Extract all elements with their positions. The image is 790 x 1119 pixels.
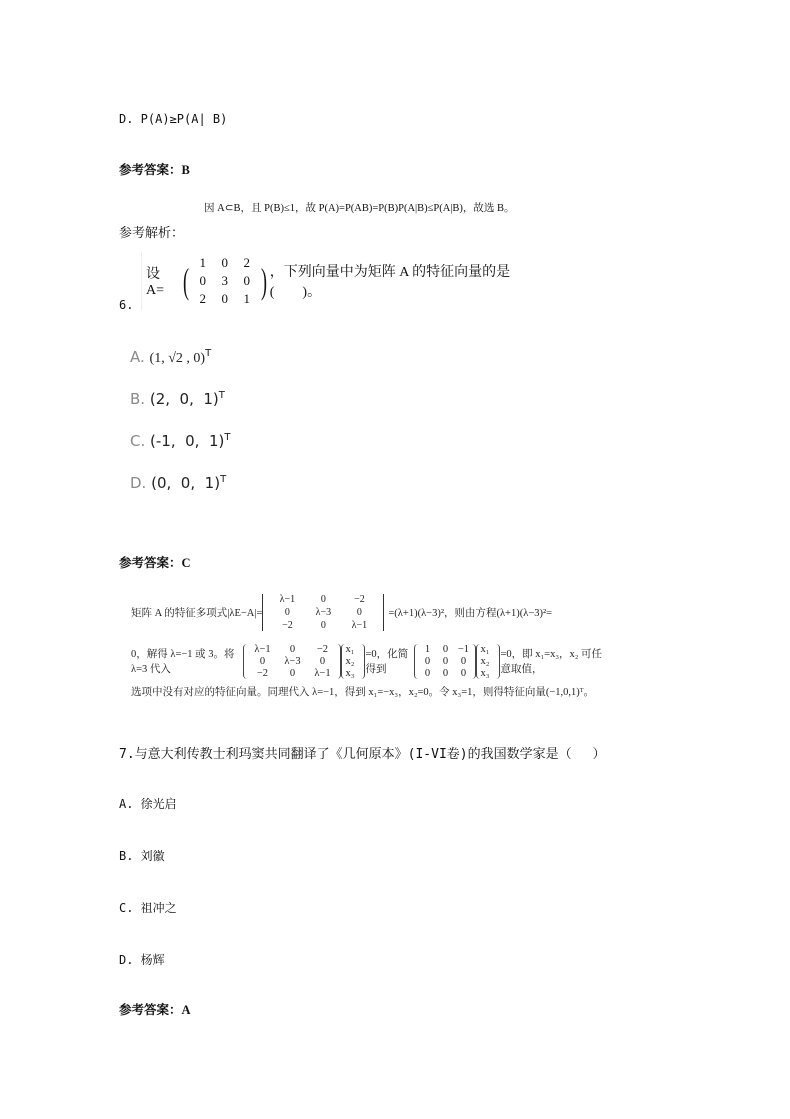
matrix-cell: 1 xyxy=(199,255,207,270)
q5-explanation-image: 因 A⊂B，且 P(B)≤1，故 P(A)=P(AB)=P(B)P(A|B)≤P(A|B)，故选 B。 xyxy=(204,203,515,214)
matrix-cell: 0 xyxy=(442,655,449,667)
matrix-cell: 2 xyxy=(199,291,207,306)
matrix-cell: 0 xyxy=(289,643,296,655)
matrix-cell: 1 xyxy=(243,291,251,306)
matrix-cell: 0 xyxy=(243,273,251,288)
q6-stem-prefix: 设 A= xyxy=(146,267,165,298)
q6-options xyxy=(130,348,231,516)
matrix-cell: 0 xyxy=(424,667,431,679)
matrix-cell: −1 xyxy=(457,643,470,655)
q7-option-d: D. 杨辉 xyxy=(119,953,165,967)
answer-label: 参考答案： xyxy=(119,1002,182,1017)
q6-matrix: ( 1 0 2 0 3 0 2 0 1 ) xyxy=(182,255,267,306)
determinant-cell: 0 xyxy=(320,619,326,631)
determinant-cell: −2 xyxy=(354,593,365,605)
q6-option-a: A. (1, √2 , 0)$^T$ xyxy=(130,348,212,366)
matrix-cell: 3 xyxy=(221,273,229,288)
q7-answer xyxy=(119,1000,191,1018)
q6-number: 6. xyxy=(119,298,134,312)
q6-answer xyxy=(119,553,191,571)
q6-stem-image xyxy=(141,252,547,310)
answer-value: B xyxy=(181,163,190,177)
vector-cell: x₃ xyxy=(345,667,355,679)
q6-explanation-image: 矩阵 A 的特征多项式|λE−A|= λ−1 0 −2 0 λ−3 0 −2 0 λ−1 =(λ+1)(λ−3)²，则由方程(λ+1)(λ−3)²= 0，解得 λ=−1 或 3。将 λ=3 代入 λ−1 0 −2 0 λ−3 0 −2 0 λ−1 x₁ x₂ x₃ =0，化简得到 1 0 −1 0 0 0 0 0 0 x₁ x₂ x₃ =0，即 x₁=x₃，x₂ 可任意取值， 选项中没有对应的特征向量。同理代入 λ=−1，得到 x₁=−x₃，x₂=0。令 x₃=1，则得特征向量(−1,0,1)ᵀ。 xyxy=(131,593,603,698)
matrix-cell: 0 xyxy=(221,291,229,306)
q7-option-b: B. 刘徽 xyxy=(119,849,165,863)
q6-option-b: B. (2, 0, 1)$^T$ xyxy=(130,390,225,408)
determinant-cell: λ−3 xyxy=(315,606,332,618)
determinant-cell: λ−1 xyxy=(351,619,368,631)
matrix-cell: 0 xyxy=(199,273,207,288)
q5-answer xyxy=(119,160,190,178)
answer-label: 参考答案： xyxy=(119,162,182,177)
answer-label: 参考答案： xyxy=(119,555,182,570)
vector-cell: x₂ xyxy=(480,655,490,667)
determinant-cell: λ−1 xyxy=(279,593,296,605)
matrix-cell: 0 xyxy=(424,655,431,667)
q7-stem: 7.与意大利传教士利玛窦共同翻译了《几何原本》(I-VI卷)的我国数学家是（ ） xyxy=(119,747,606,762)
matrix-cell: 0 xyxy=(221,255,229,270)
determinant-cell: 0 xyxy=(284,606,290,618)
q6-option-d: D. (0, 0, 1)$^T$ xyxy=(130,474,227,492)
matrix-cell: λ−3 xyxy=(284,655,301,667)
matrix-cell: 0 xyxy=(460,667,467,679)
vector-cell: x₁ xyxy=(345,643,355,655)
determinant-cell: −2 xyxy=(282,619,293,631)
q6-stem-suffix: ，下列向量中为矩阵 A 的特征向量的是( )。 xyxy=(269,265,511,300)
q5-option-d: D. P(A)≥P(A| B) xyxy=(119,112,228,126)
q7-option-a: A. 徐光启 xyxy=(119,797,177,811)
matrix-cell: 0 xyxy=(289,667,296,679)
matrix-cell: 0 xyxy=(460,655,467,667)
matrix-cell: 0 xyxy=(319,655,326,667)
matrix-cell: λ−1 xyxy=(314,667,331,679)
determinant-cell: 0 xyxy=(356,606,362,618)
matrix-cell: 0 xyxy=(442,667,449,679)
q7-option-c: C. 祖冲之 xyxy=(119,901,177,915)
vector-cell: x₃ xyxy=(480,667,490,679)
q5-explanation-label: 参考解析： xyxy=(119,226,185,241)
determinant-cell: 0 xyxy=(320,593,326,605)
matrix-cell: 2 xyxy=(243,255,251,270)
answer-value: C xyxy=(181,556,191,570)
matrix-cell: −2 xyxy=(316,643,329,655)
matrix-cell: 0 xyxy=(442,643,449,655)
q6-option-c: C. (-1, 0, 1)$^T$ xyxy=(130,432,231,450)
vector-cell: x₂ xyxy=(345,655,355,667)
matrix-cell: −2 xyxy=(256,667,269,679)
matrix-cell: 0 xyxy=(259,655,266,667)
matrix-cell: λ−1 xyxy=(254,643,271,655)
answer-value: A xyxy=(181,1003,191,1017)
vector-cell: x₁ xyxy=(480,643,490,655)
matrix-cell: 1 xyxy=(424,643,431,655)
